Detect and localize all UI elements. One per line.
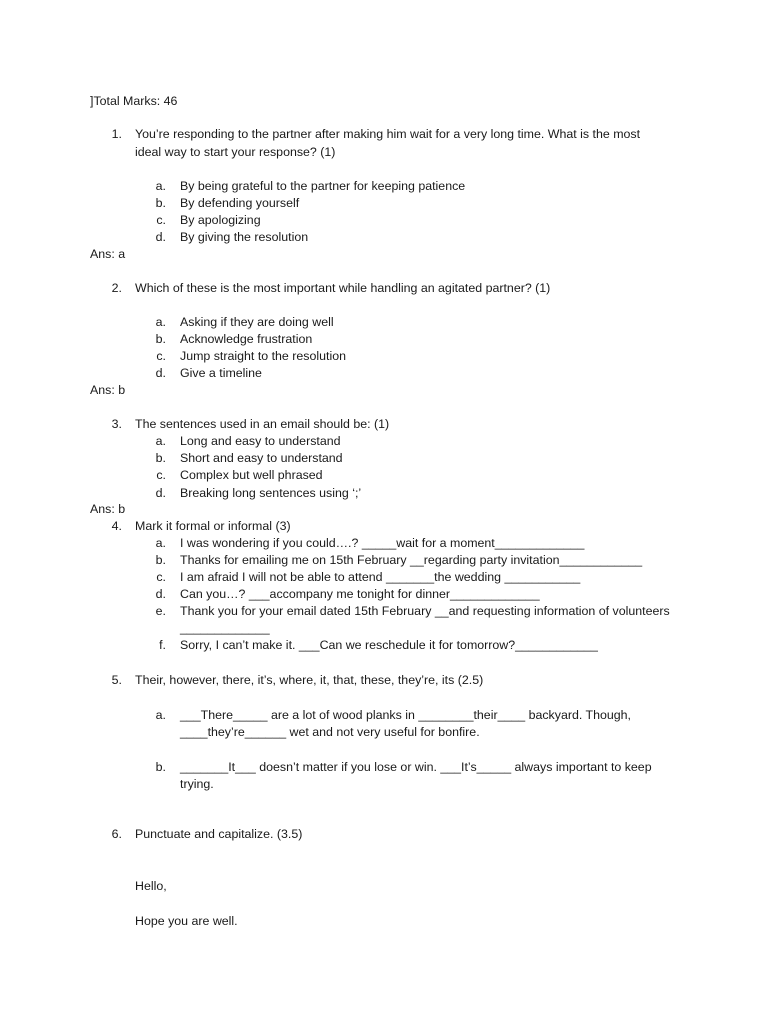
option-text: Jump straight to the resolution: [180, 349, 346, 363]
option-text: _____________: [180, 621, 270, 635]
option-text: Short and easy to understand: [180, 451, 343, 465]
option-letter: a.: [155, 179, 166, 193]
option-text: By being grateful to the partner for keeping patience: [180, 179, 466, 193]
question-number: 1.: [111, 127, 122, 141]
option-text: ____they’re______ wet and not very useful for bonfire.: [180, 725, 480, 739]
option-text: By defending yourself: [180, 196, 300, 210]
option-letter: f.: [159, 638, 166, 652]
question-text: Their, however, there, it’s, where, it, that, these, they’re, its (2.5): [135, 673, 484, 687]
question-number: 5.: [111, 673, 122, 687]
option-letter: a.: [155, 708, 166, 722]
question-text: Which of these is the most important while handling an agitated partner? (1): [135, 281, 551, 295]
option-text: I was wondering if you could….? _____wait for a moment_____________: [180, 536, 585, 550]
option-letter: a.: [155, 536, 166, 550]
option-text: Give a timeline: [180, 366, 262, 380]
option-letter: b.: [155, 196, 166, 210]
question-number: 3.: [111, 417, 122, 431]
option-text: Breaking long sentences using ‘;’: [180, 486, 362, 500]
option-text: _______It___ doesn’t matter if you lose or win. ___It’s_____ always important to keep: [180, 760, 652, 774]
option-letter: b.: [155, 332, 166, 346]
question-text: You’re responding to the partner after making him wait for a very long time. What is the most: [135, 127, 641, 141]
total-marks: ]Total Marks: 46: [90, 94, 178, 108]
option-letter: d.: [155, 587, 166, 601]
question-text: Punctuate and capitalize. (3.5): [135, 827, 303, 841]
option-text: ___There_____ are a lot of wood planks in ________their____ backyard. Though,: [180, 708, 631, 722]
option-letter: c.: [156, 349, 166, 363]
question-text: Mark it formal or informal (3): [135, 519, 291, 533]
option-letter: d.: [155, 366, 166, 380]
option-text: Thank you for your email dated 15th February __and requesting information of volunteers: [180, 604, 670, 618]
answer: Ans: b: [90, 383, 126, 397]
option-letter: b.: [155, 451, 166, 465]
passage-line: Hope you are well.: [135, 914, 238, 928]
option-letter: a.: [155, 315, 166, 329]
option-text: I am afraid I will not be able to attend _______the wedding ___________: [180, 570, 581, 584]
answer: Ans: b: [90, 502, 126, 516]
option-text: Long and easy to understand: [180, 434, 341, 448]
option-text: Thanks for emailing me on 15th February __regarding party invitation____________: [180, 553, 643, 567]
option-letter: d.: [155, 486, 166, 500]
question-text: ideal way to start your response? (1): [135, 145, 336, 159]
option-text: By apologizing: [180, 213, 261, 227]
question-text: The sentences used in an email should be: (1): [135, 417, 390, 431]
option-letter: c.: [156, 213, 166, 227]
option-text: By giving the resolution: [180, 230, 309, 244]
option-letter: e.: [155, 604, 166, 618]
option-letter: b.: [155, 760, 166, 774]
option-letter: b.: [155, 553, 166, 567]
question-number: 4.: [111, 519, 122, 533]
option-letter: a.: [155, 434, 166, 448]
passage-line: Hello,: [135, 879, 167, 893]
question-number: 6.: [111, 827, 122, 841]
question-number: 2.: [111, 281, 122, 295]
option-text: Acknowledge frustration: [180, 332, 313, 346]
option-text: Complex but well phrased: [180, 468, 323, 482]
option-text: Sorry, I can’t make it. ___Can we reschedule it for tomorrow?____________: [180, 638, 598, 652]
option-letter: c.: [156, 468, 166, 482]
option-text: Can you…? ___accompany me tonight for dinner_____________: [180, 587, 540, 601]
answer: Ans: a: [90, 247, 126, 261]
option-text: trying.: [180, 777, 214, 791]
option-text: Asking if they are doing well: [180, 315, 334, 329]
option-letter: d.: [155, 230, 166, 244]
option-letter: c.: [156, 570, 166, 584]
